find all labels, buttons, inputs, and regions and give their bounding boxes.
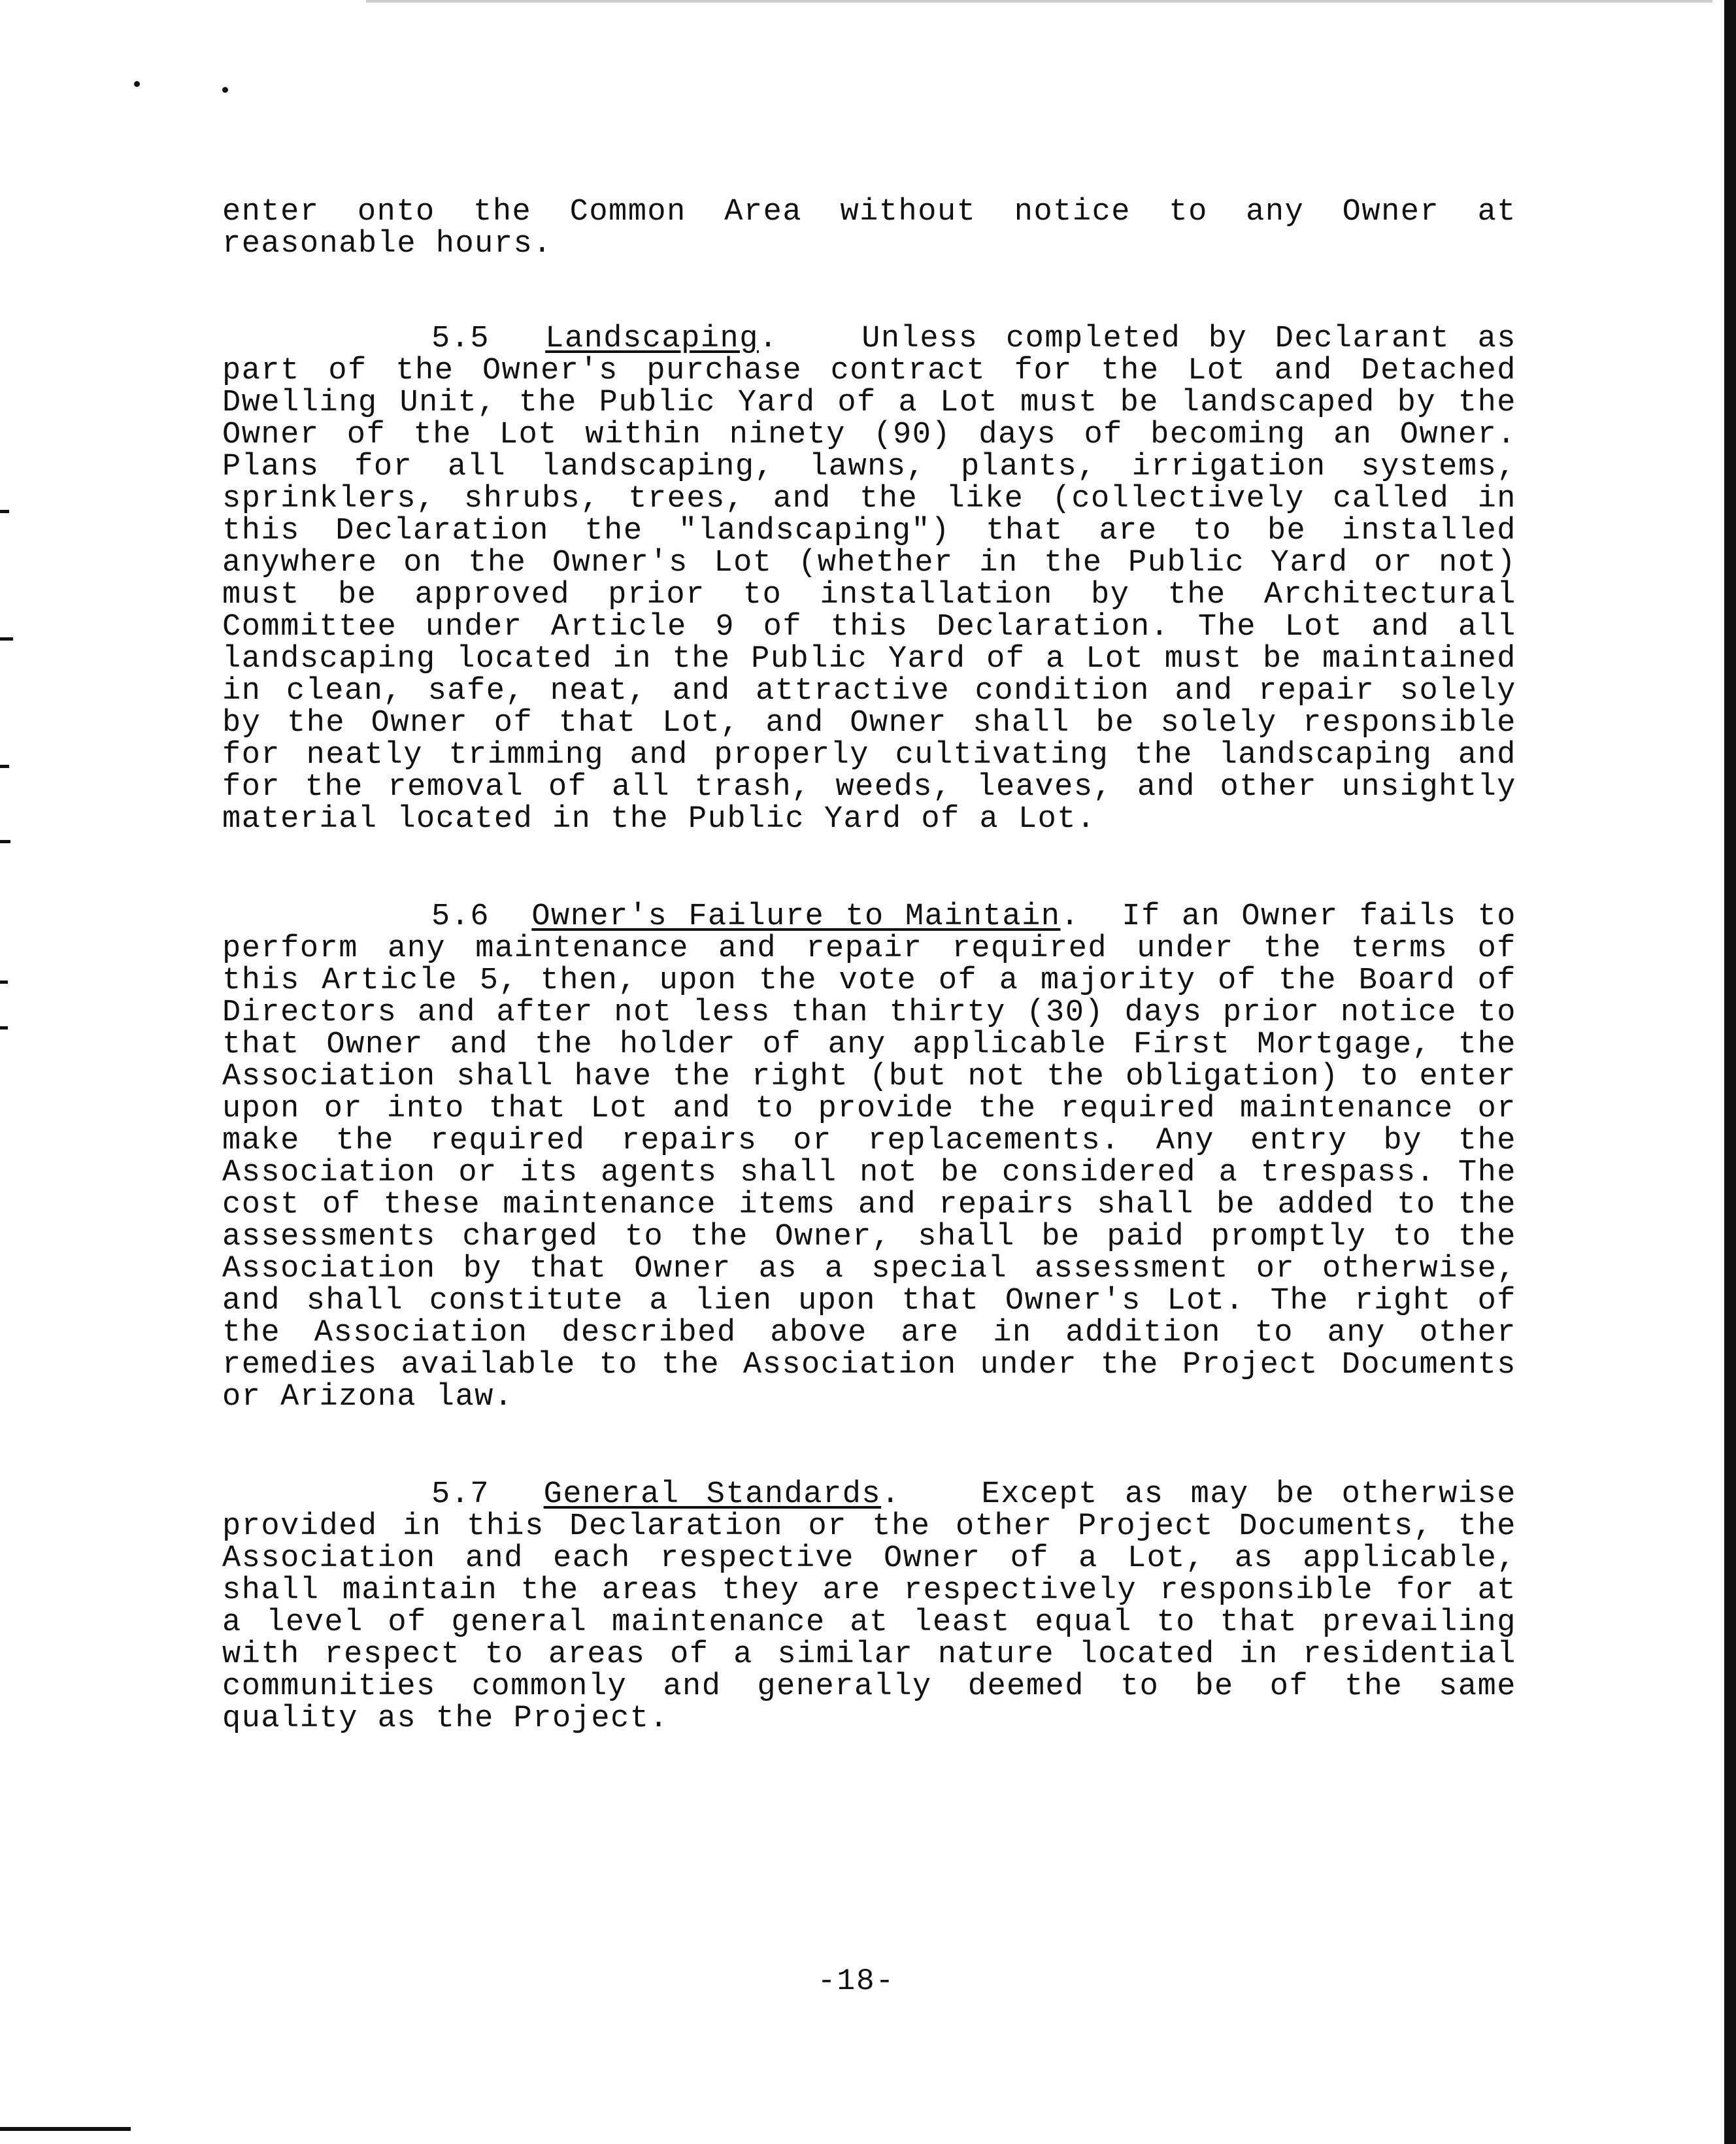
scan-speck	[222, 87, 228, 93]
scan-edge-mark	[0, 765, 9, 768]
scan-edge-mark	[0, 980, 8, 984]
section-5-7: 5.7 General Standards. Except as may be otherwise provided in this Declaration or the other Project Documents, the Association and each respective Owner of a Lot, as applicable, shall maintain the areas they are respectively responsible for at a level of general maintenance at least equal to that prevailing with respect to areas of a similar nature located in residential communities commonly and generally deemed to be of the same quality as the Project.	[222, 1477, 1516, 1736]
section-heading: Landscaping	[545, 322, 759, 356]
scan-footer-mark	[0, 2127, 131, 2131]
scan-edge-mark	[0, 840, 10, 843]
section-body: If an Owner fails to perform any maintenance and repair required under the terms of this Article 5, then, upon the vote of a majority of the Board of Directors and after not less than thirty (30) days prior notice to that Owner and the holder of any applicable First Mortgage, the Association shall have the right (but not the obligation) to enter upon or into that Lot and to provide the required maintenance or make the required repairs or replacements. Any entry by the Association or its agents shall not be considered a trespass. The cost of these maintenance items and repairs shall be added to the assessments charged to the Owner, shall be paid promptly to the Association by that Owner as a special assessment or otherwise, and shall constitute a lien upon that Owner's Lot. The right of the Association described above are in addition to any other remedies available to the Association under the Project Documents or Arizona law.	[222, 899, 1516, 1415]
section-number: 5.5	[431, 322, 490, 356]
document-page	[222, 196, 1516, 1800]
section-body: Except as may be otherwise provided in this Declaration or the other Project Documents, the Association and each respective Owner of a Lot, as applicable, shall maintain the areas they are respectively responsible for at a level of general maintenance at least equal to that prevailing with respect to areas of a similar nature located in residential communities commonly and generally deemed to be of the same quality as the Project.	[222, 1477, 1516, 1736]
section-5-5: 5.5 Landscaping. Unless completed by Declarant as part of the Owner's purchase contract for the Lot and Detached Dwelling Unit, the Public Yard of a Lot must be landscaped by the Owner of the Lot within ninety (90) days of becoming an Owner. Plans for all landscaping, lawns, plants, irrigation systems, sprinklers, shrubs, trees, and the like (collectively called in this Declaration the "landscaping") that are to be installed anywhere on the Owner's Lot (whether in the Public Yard or not) must be approved prior to installation by the Architectural Committee under Article 9 of this Declaration. The Lot and all landscaping located in the Public Yard of a Lot must be maintained in clean, safe, neat, and attractive condition and repair solely by the Owner of that Lot, and Owner shall be solely responsible for neatly trimming and properly cultivating the landscaping and for the removal of all trash, weeds, leaves, and other unsightly material located in the Public Yard of a Lot.	[222, 322, 1516, 837]
scan-edge-mark	[0, 510, 9, 513]
section-number: 5.6	[431, 899, 490, 934]
scan-top-edge	[366, 0, 1712, 3]
page-number: -18-	[817, 1964, 895, 1998]
section-heading: General Standards	[543, 1477, 882, 1512]
scan-right-edge	[1724, 0, 1736, 2144]
continuation-paragraph: enter onto the Common Area without notice to any Owner at reasonable hours.	[222, 195, 1516, 261]
scan-edge-mark	[0, 637, 13, 641]
scan-edge-mark	[0, 1026, 8, 1030]
section-5-6: 5.6 Owner's Failure to Maintain. If an Owner fails to perform any maintenance and repair required under the terms of this Article 5, then, upon the vote of a majority of the Board of Directors and after not less than thirty (30) days prior notice to that Owner and the holder of any applicable First Mortgage, the Association shall have the right (but not the obligation) to enter upon or into that Lot and to provide the required maintenance or make the required repairs or replacements. Any entry by the Association or its agents shall not be considered a trespass. The cost of these maintenance items and repairs shall be added to the assessments charged to the Owner, shall be paid promptly to the Association by that Owner as a special assessment or otherwise, and shall constitute a lien upon that Owner's Lot. The right of the Association described above are in addition to any other remedies available to the Association under the Project Documents or Arizona law.	[222, 899, 1516, 1415]
section-body: Unless completed by Declarant as part of the Owner's purchase contract for the Lot and Detached Dwelling Unit, the Public Yard of a Lot must be landscaped by the Owner of the Lot within ninety (90) days of becoming an Owner. Plans for all landscaping, lawns, plants, irrigation systems, sprinklers, shrubs, trees, and the like (collectively called in this Declaration the "landscaping") that are to be installed anywhere on the Owner's Lot (whether in the Public Yard or not) must be approved prior to installation by the Architectural Committee under Article 9 of this Declaration. The Lot and all landscaping located in the Public Yard of a Lot must be maintained in clean, safe, neat, and attractive condition and repair solely by the Owner of that Lot, and Owner shall be solely responsible for neatly trimming and properly cultivating the landscaping and for the removal of all trash, weeds, leaves, and other unsightly material located in the Public Yard of a Lot.	[222, 322, 1516, 837]
section-heading: Owner's Failure to Maintain	[531, 899, 1061, 934]
section-number: 5.7	[431, 1477, 490, 1512]
scan-speck	[134, 81, 140, 87]
